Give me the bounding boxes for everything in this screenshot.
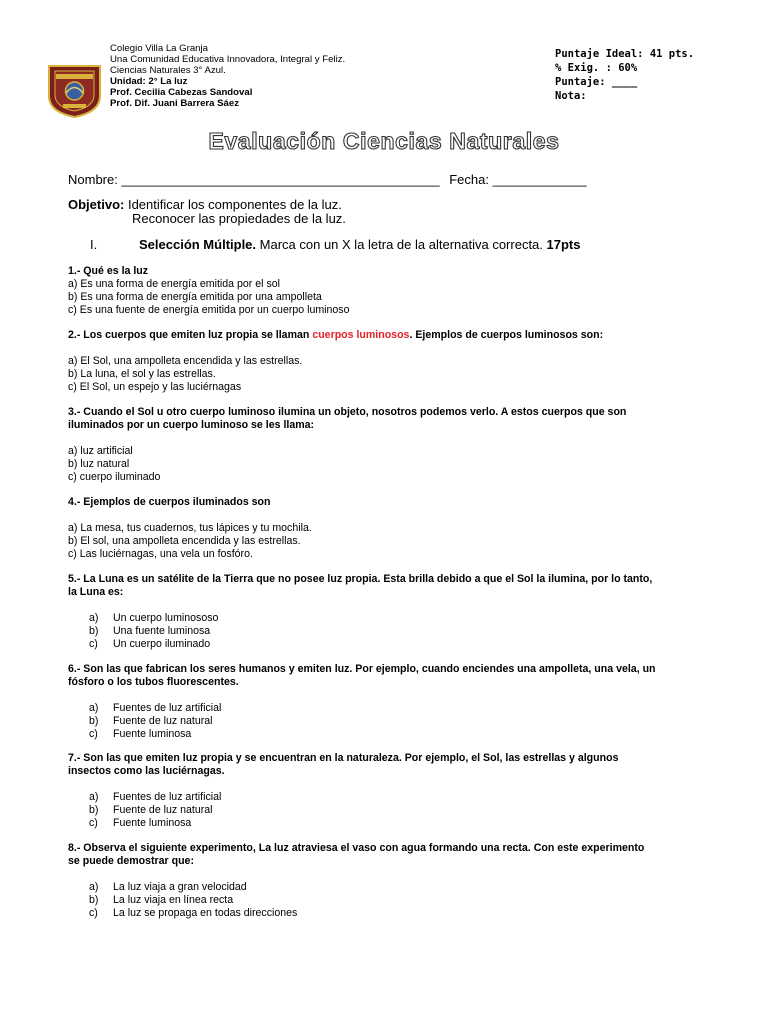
question-text-pre: 2.- Los cuerpos que emiten luz propia se llaman <box>68 329 313 341</box>
question-4 <box>68 496 312 561</box>
question-text <box>68 329 603 342</box>
option-b: b) La luna, el sol y las estrellas. <box>68 368 216 380</box>
option-letter: a) <box>89 881 99 893</box>
option-letter: b) <box>89 803 99 816</box>
option-b: b) El sol, una ampolleta encendida y las estrellas. <box>68 535 301 547</box>
option-list <box>89 612 652 650</box>
option-text: La luz viaja a gran velocidad <box>113 881 247 893</box>
option-text: Fuente luminosa <box>113 727 192 740</box>
teacher: Prof. Cecilia Cabezas Sandoval <box>110 86 253 98</box>
section-title: Selección Múltiple. <box>139 237 257 252</box>
question-2 <box>68 329 603 394</box>
option-b <box>89 715 656 728</box>
option-a <box>89 612 652 625</box>
option-text: Una fuente luminosa <box>113 624 211 637</box>
unit: Unidad: 2° La luz <box>110 75 188 87</box>
option-c: c) Las luciérnagas, una vela un fosfóro. <box>68 548 253 560</box>
option-text: Fuente de luz natural <box>113 803 213 816</box>
option-b <box>89 804 618 817</box>
question-text-line-2: la Luna es: <box>68 586 124 598</box>
option-letter: a) <box>89 702 99 714</box>
teacher-dif: Prof. Dif. Juani Barrera Sáez <box>110 97 240 109</box>
option-a: a) luz artificial <box>68 445 133 457</box>
option-a: a) Es una forma de energía emitida por el sol <box>68 278 280 290</box>
question-1 <box>68 265 350 317</box>
option-c: c) cuerpo iluminado <box>68 471 161 483</box>
highlight-term: cuerpos luminosos <box>312 329 410 341</box>
question-text-post: . Ejemplos de cuerpos luminosos son: <box>409 329 604 341</box>
option-letter: a) <box>89 791 99 803</box>
page-title: Evaluación Ciencias Naturales <box>208 128 560 154</box>
question-text-line-2: iluminados por un cuerpo luminoso se les llama: <box>68 419 315 431</box>
question-text-line-2: se puede demostrar que: <box>68 855 194 867</box>
objective-line-2: Reconocer las propiedades de la luz. <box>132 211 346 226</box>
question-7 <box>68 752 618 829</box>
objective <box>68 197 342 212</box>
option-text: Fuente de luz natural <box>113 714 213 727</box>
question-text-line-1: 5.- La Luna es un satélite de la Tierra que no posee luz propia. Esta brilla debido a que el Sol la ilumina, por lo tanto, <box>68 573 653 585</box>
score-obtained: Puntaje: ____ <box>555 76 638 88</box>
score-box <box>555 47 694 103</box>
option-letter: a) <box>89 612 99 624</box>
school-name: Colegio Villa La Granja <box>110 43 208 54</box>
ideal-score: Puntaje Ideal: 41 pts. <box>555 48 695 60</box>
section-heading <box>139 237 580 252</box>
option-letter: b) <box>89 624 99 637</box>
question-text-line-1: 8.- Observa el siguiente experimento, La luz atraviesa el vaso con agua formando una recta. Con este experimento <box>68 842 645 854</box>
section-numeral: I. <box>90 237 98 252</box>
section-points: 17pts <box>546 237 581 252</box>
option-text: La luz viaja en línea recta <box>113 893 234 906</box>
question-text-line-1: 6.- Son las que fabrican los seres humanos y emiten luz. Por ejemplo, cuando enciendes una ampolleta, una vela, un <box>68 663 656 675</box>
option-b: b) Es una forma de energía emitida por una ampolleta <box>68 291 322 303</box>
option-letter: c) <box>89 637 98 650</box>
school-crest-icon <box>47 62 102 118</box>
grade: Nota: <box>555 90 587 102</box>
option-a <box>89 791 618 804</box>
name-label: Nombre: <box>68 172 122 187</box>
objective-line-1: Identificar los componentes de la luz. <box>127 197 342 212</box>
section-instruction: Marca con un X la letra de la alternativa correcta. <box>256 237 547 252</box>
option-c <box>89 728 656 741</box>
question-5 <box>68 573 652 650</box>
option-letter: b) <box>89 714 99 727</box>
course: Ciencias Naturales 3° Azul. <box>110 64 226 76</box>
option-list <box>89 881 644 919</box>
option-a: a) La mesa, tus cuadernos, tus lápices y tu mochila. <box>68 522 312 534</box>
name-blank: ____________________________________________ <box>121 172 440 187</box>
date-blank: _____________ <box>492 172 587 187</box>
option-letter: c) <box>89 727 98 740</box>
question-text-line-1: 7.- Son las que emiten luz propia y se encuentran en la naturaleza. Por ejemplo, el Sol, las estrellas y algunos <box>68 752 619 764</box>
question-3 <box>68 406 626 484</box>
option-c: c) El Sol, un espejo y las luciérnagas <box>68 381 242 393</box>
question-text-line-1: 3.- Cuando el Sol u otro cuerpo luminoso ilumina un objeto, nosotros podemos verlo. A estos cuerpos que son <box>68 406 627 418</box>
date-label: Fecha: <box>449 172 493 187</box>
option-text: La luz se propaga en todas direcciones <box>113 906 298 919</box>
option-letter: c) <box>89 906 98 919</box>
question-text-line-2: insectos como las luciérnagas. <box>68 765 225 777</box>
question-6 <box>68 663 656 740</box>
option-list <box>89 791 618 829</box>
option-a <box>89 881 644 894</box>
option-list <box>89 702 656 740</box>
question-text: 1.- Qué es la luz <box>68 265 149 277</box>
option-c <box>89 907 644 920</box>
question-8 <box>68 842 644 919</box>
option-letter: c) <box>89 816 98 829</box>
option-c <box>89 638 652 651</box>
option-text: Fuentes de luz artificial <box>113 791 222 803</box>
option-b <box>89 894 644 907</box>
option-a: a) El Sol, una ampolleta encendida y las estrellas. <box>68 355 303 367</box>
option-a <box>89 702 656 715</box>
option-b: b) luz natural <box>68 458 130 470</box>
option-text: Un cuerpo luminososo <box>113 612 219 624</box>
option-c <box>89 817 618 830</box>
option-text: Un cuerpo iluminado <box>113 637 211 650</box>
name-date-row <box>68 172 587 187</box>
option-text: Fuentes de luz artificial <box>113 702 222 714</box>
school-info <box>110 44 345 109</box>
option-b <box>89 625 652 638</box>
option-text: Fuente luminosa <box>113 816 192 829</box>
school-motto: Una Comunidad Educativa Innovadora, Integral y Feliz. <box>110 53 346 65</box>
question-text: 4.- Ejemplos de cuerpos iluminados son <box>68 496 271 508</box>
option-c: c) Es una fuente de energía emitida por un cuerpo luminoso <box>68 304 350 316</box>
required-percent: % Exig. : 60% <box>555 62 638 74</box>
question-text-line-2: fósforo o los tubos fluorescentes. <box>68 676 239 688</box>
option-letter: b) <box>89 893 99 906</box>
objective-label: Objetivo: <box>68 197 125 212</box>
